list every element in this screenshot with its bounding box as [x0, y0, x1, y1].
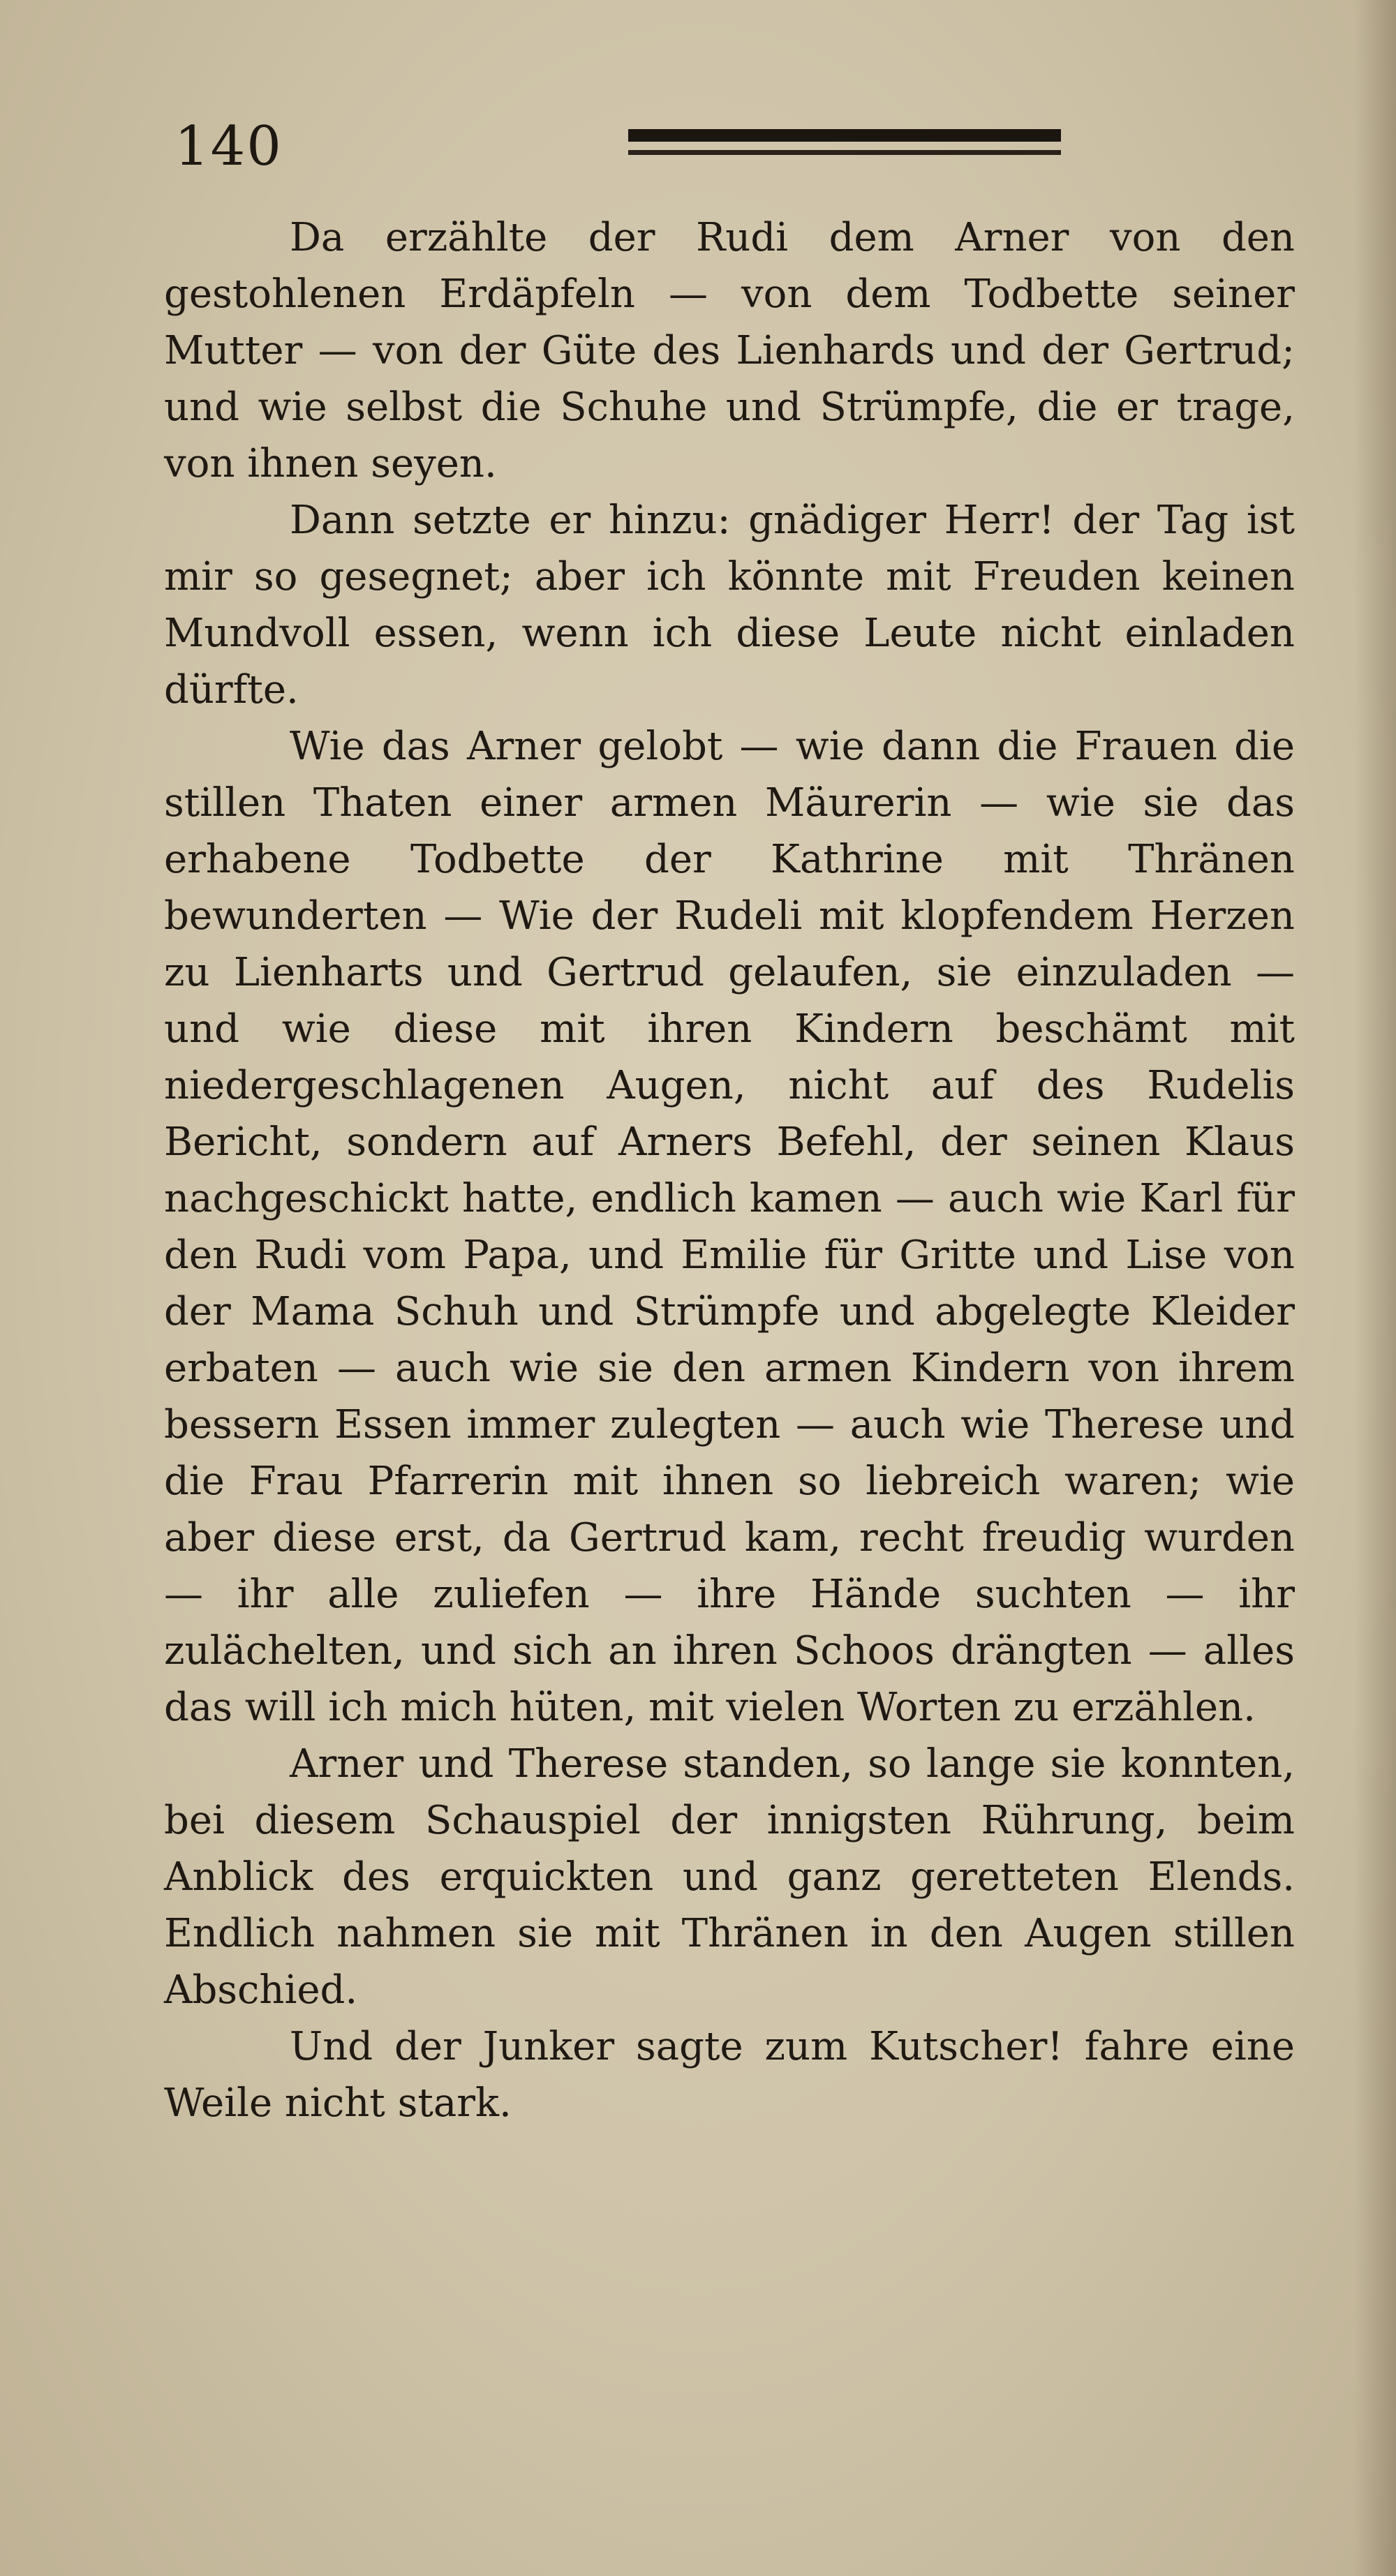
header-rule-thick: [628, 129, 1061, 142]
page-number: 140: [174, 115, 283, 178]
body-text: [164, 209, 1295, 2131]
paragraph-1: Da erzählte der Rudi dem Arner von den gestohlenen Erdäpfeln — von dem Todbette seiner Mutter — von der Güte des Lienhards und der Gertrud; und wie selbst die Schuhe und Strümpfe, die er trage, von ihnen seyen.: [164, 215, 1295, 486]
paragraph-2: Dann setzte er hinzu: gnädiger Herr! der Tag ist mir so gesegnet; aber ich könnte mit Freuden keinen Mundvoll essen, wenn ich diese Leute nicht einladen dürfte.: [164, 498, 1295, 713]
header-rule: [628, 129, 1061, 160]
paragraph-3: Wie das Arner gelobt — wie dann die Frauen die stillen Thaten einer armen Mäurerin — wie sie das erhabene Todbette der Kathrine mit Thränen bewunderten — Wie der Rudeli mit klopfendem Herzen zu Lienharts und Gertrud gelaufen, sie einzuladen — und wie diese mit ihren Kindern beschämt mit niedergeschlagenen Augen, nicht auf des Rudelis Bericht, sondern auf Arners Befehl, der seinen Klaus nachgeschickt hatte, endlich kamen — auch wie Karl für den Rudi vom Papa, und Emilie für Gritte und Lise von der Mama Schuh und Strümpfe und abgelegte Kleider erbaten — auch wie sie den armen Kindern von ihrem bessern Essen immer zulegten — auch wie Therese und die Frau Pfarrerin mit ihnen so liebreich waren; wie aber diese erst, da Gertrud kam, recht freudig wurden — ihr alle zuliefen — ihre Hände suchten — ihr zulächelten, und sich an ihren Schoos drängten — alles das will ich mich hüten, mit vielen Worten zu erzählen.: [164, 724, 1295, 1730]
paragraph-5: Und der Junker sagte zum Kutscher! fahre eine Weile nicht stark.: [164, 2024, 1295, 2126]
paragraph-4: Arner und Therese standen, so lange sie konnten, bei diesem Schauspiel der innigsten Rührung, beim Anblick des erquickten und ganz geretteten Elends. Endlich nahmen sie mit Thränen in den Augen stillen Abschied.: [164, 1741, 1295, 2013]
page-header: [174, 115, 1256, 178]
page-edge-shadow: [1354, 0, 1396, 2576]
header-rule-thin: [628, 150, 1061, 155]
